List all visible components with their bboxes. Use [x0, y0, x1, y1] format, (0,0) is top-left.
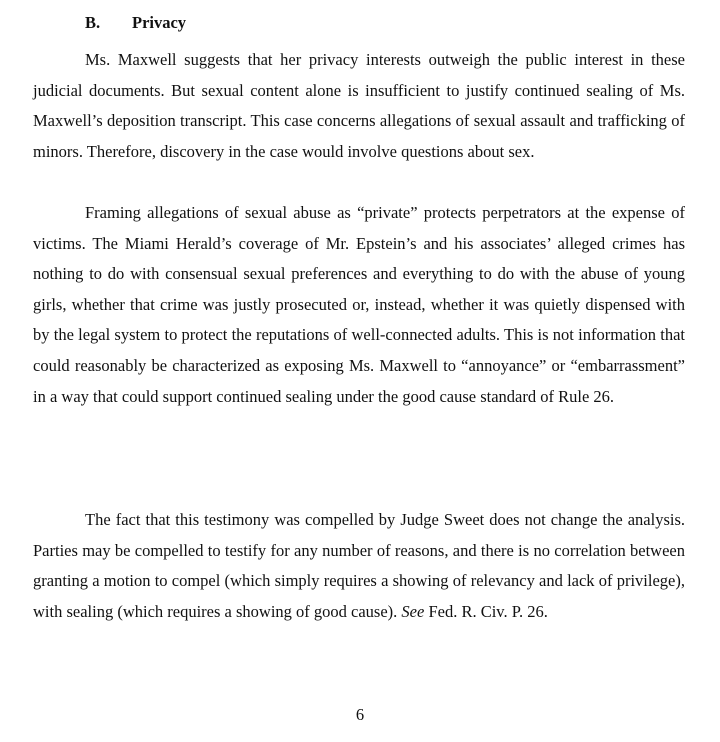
section-heading: [85, 12, 186, 34]
page-number: 6: [355, 705, 365, 724]
citation-signal: See: [401, 601, 425, 621]
section-title: Privacy: [132, 13, 187, 32]
paragraph-2: Framing allegations of sexual abuse as “private” protects perpetrators at the expense of victims. The Miami Herald’s coverage of Mr. Epstein’s and his associates’ alleged crimes has nothing to do with consensual sexual preferences and everything to do with the abuse of young girls, whether that crime was justly prosecuted or, instead, whether it was quietly dispensed with by the legal system to protect the reputations of well-connected adults. This is not information that could reasonably be characterized as exposing Ms. Maxwell to “annoyance” or “embarrassment” in a way that could support continued sealing under the good cause standard of Rule 26.: [33, 203, 685, 406]
section-number: B.: [85, 13, 101, 32]
citation: Fed. R. Civ. P. 26.: [428, 601, 548, 621]
paragraph-3-text: The fact that this testimony was compelled by Judge Sweet does not change the analysis. Parties may be compelled to testify for any number of reasons, and there is no correlation between granting a motion to compel (which simply requires a showing of relevancy and lack of privilege), with sealing (which requires a showing of good cause).: [33, 510, 685, 621]
paragraph-1: Ms. Maxwell suggests that her privacy interests outweigh the public interest in these judicial documents. But sexual content alone is insufficient to justify continued sealing of Ms. Maxwell’s deposition transcript. This case concerns allegations of sexual assault and trafficking of minors. Therefore, discovery in the case would involve questions about sex.: [33, 50, 685, 161]
paragraph-3: [33, 505, 685, 627]
